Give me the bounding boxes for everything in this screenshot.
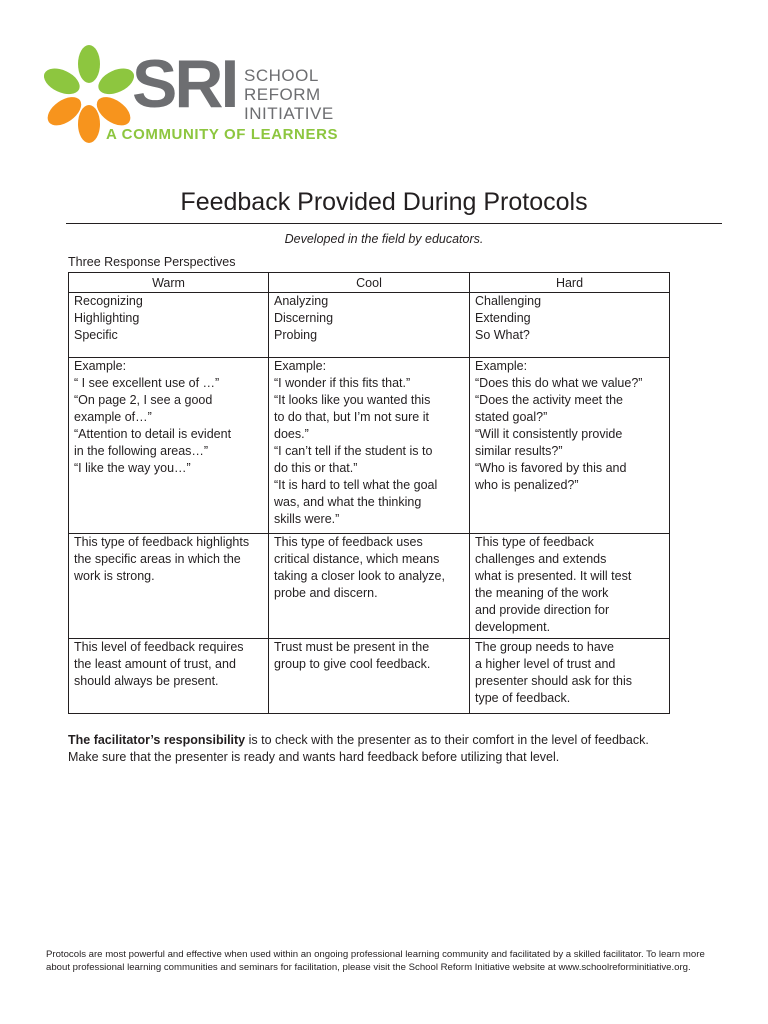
cell-line: the least amount of trust, and — [74, 657, 236, 671]
table-cell-hard — [470, 639, 670, 714]
table-cell-hard — [470, 293, 670, 358]
column-header-cool: Cool — [269, 273, 470, 293]
title-divider — [66, 223, 722, 224]
table-cell-warm — [69, 639, 269, 714]
cell-line: Recognizing — [74, 294, 143, 308]
cell-line: to do that, but I’m not sure it — [274, 410, 429, 424]
cell-line: type of feedback. — [475, 691, 571, 705]
logo-mark: SRI — [132, 46, 237, 122]
cell-line: and provide direction for — [475, 603, 610, 617]
cell-line: development. — [475, 620, 551, 634]
cell-line: Discerning — [274, 311, 334, 325]
table-cell-cool — [269, 534, 470, 639]
table-row — [69, 293, 670, 358]
table-cell-warm — [69, 358, 269, 534]
cell-line: So What? — [475, 328, 530, 342]
logo-words — [244, 66, 334, 123]
cell-line: the meaning of the work — [475, 586, 609, 600]
cell-line: Extending — [475, 311, 531, 325]
page-footer — [46, 948, 736, 974]
cell-line: stated goal?” — [475, 410, 548, 424]
logo-word: INITIATIVE — [244, 104, 334, 123]
cell-line: does.” — [274, 427, 309, 441]
cell-line: do this or that.” — [274, 461, 358, 475]
cell-line: Probing — [274, 328, 318, 342]
cell-line: This type of feedback — [475, 535, 594, 549]
table-body — [69, 293, 670, 714]
cell-line: challenges and extends — [475, 552, 607, 566]
table-cell-warm — [69, 534, 269, 639]
table-header-row — [69, 273, 670, 293]
cell-line: the specific areas in which the — [74, 552, 241, 566]
cell-line: Example: — [274, 359, 327, 373]
cell-line: Example: — [74, 359, 127, 373]
cell-line: critical distance, which means — [274, 552, 440, 566]
cell-line: This type of feedback uses — [274, 535, 423, 549]
table-cell-cool — [269, 358, 470, 534]
table-cell-warm — [69, 293, 269, 358]
table-cell-cool — [269, 293, 470, 358]
table-cell-cool — [269, 639, 470, 714]
cell-line: skills were.” — [274, 512, 340, 526]
cell-line: who is penalized?” — [475, 478, 579, 492]
logo-tagline: A COMMUNITY OF LEARNERS — [106, 126, 339, 143]
cell-line: a higher level of trust and — [475, 657, 616, 671]
cell-line: what is presented. It will test — [475, 569, 632, 583]
cell-line: This level of feedback requires — [74, 640, 244, 654]
response-perspectives-table — [68, 272, 670, 714]
cell-line: “On page 2, I see a good — [74, 393, 213, 407]
cell-line: “I wonder if this fits that.” — [274, 376, 411, 390]
cell-line: “Will it consistently provide — [475, 427, 623, 441]
table-row — [69, 358, 670, 534]
page-subtitle: Developed in the field by educators. — [284, 232, 484, 246]
table-row — [69, 534, 670, 639]
cell-line: “I like the way you…” — [74, 461, 191, 475]
page-title: Feedback Provided During Protocols — [180, 188, 588, 216]
cell-line: Example: — [475, 359, 528, 373]
cell-line: in the following areas…” — [74, 444, 209, 458]
column-header-warm: Warm — [69, 273, 269, 293]
responsibility-heading: The facilitator’s responsibility — [68, 733, 246, 747]
facilitator-responsibility — [68, 732, 718, 766]
cell-line: taking a closer look to analyze, — [274, 569, 445, 583]
logo-word: SCHOOL — [244, 66, 319, 85]
cell-line: “ I see excellent use of …” — [74, 376, 220, 390]
cell-line: Analyzing — [274, 294, 329, 308]
cell-line: group to give cool feedback. — [274, 657, 431, 671]
sri-logo — [44, 44, 364, 154]
cell-line: “Who is favored by this and — [475, 461, 627, 475]
cell-line: presenter should ask for this — [475, 674, 633, 688]
cell-line: “Does the activity meet the — [475, 393, 623, 407]
footer-line: about professional learning communities and seminars for facilitation, please visit the School Reform Initiative website at www.schoolreforminitiative.org. — [46, 962, 691, 973]
cell-line: Trust must be present in the — [274, 640, 430, 654]
cell-line: similar results?” — [475, 444, 563, 458]
cell-line: This type of feedback highlights — [74, 535, 250, 549]
cell-line: Highlighting — [74, 311, 140, 325]
cell-line: Specific — [74, 328, 118, 342]
logo-word: REFORM — [244, 85, 321, 104]
responsibility-text: is to check with the presenter as to their comfort in the level of feedback. — [245, 733, 649, 747]
cell-line: “I can’t tell if the student is to — [274, 444, 433, 458]
table-cell-hard — [470, 358, 670, 534]
table-cell-hard — [470, 534, 670, 639]
cell-line: was, and what the thinking — [274, 495, 422, 509]
cell-line: The group needs to have — [475, 640, 614, 654]
table-caption: Three Response Perspectives — [68, 255, 236, 269]
cell-line: “Does this do what we value?” — [475, 376, 643, 390]
cell-line: “It looks like you wanted this — [274, 393, 431, 407]
responsibility-text-line2: Make sure that the presenter is ready and wants hard feedback before utilizing that level. — [68, 750, 560, 764]
table-row — [69, 639, 670, 714]
column-header-hard: Hard — [470, 273, 670, 293]
cell-line: “It is hard to tell what the goal — [274, 478, 438, 492]
cell-line: work is strong. — [74, 569, 155, 583]
cell-line: Challenging — [475, 294, 542, 308]
cell-line: “Attention to detail is evident — [74, 427, 232, 441]
cell-line: probe and discern. — [274, 586, 378, 600]
cell-line: should always be present. — [74, 674, 219, 688]
cell-line: example of…” — [74, 410, 152, 424]
footer-line: Protocols are most powerful and effective when used within an ongoing professional learning community and facilitated by a skilled facilitator. To learn more — [46, 949, 705, 960]
